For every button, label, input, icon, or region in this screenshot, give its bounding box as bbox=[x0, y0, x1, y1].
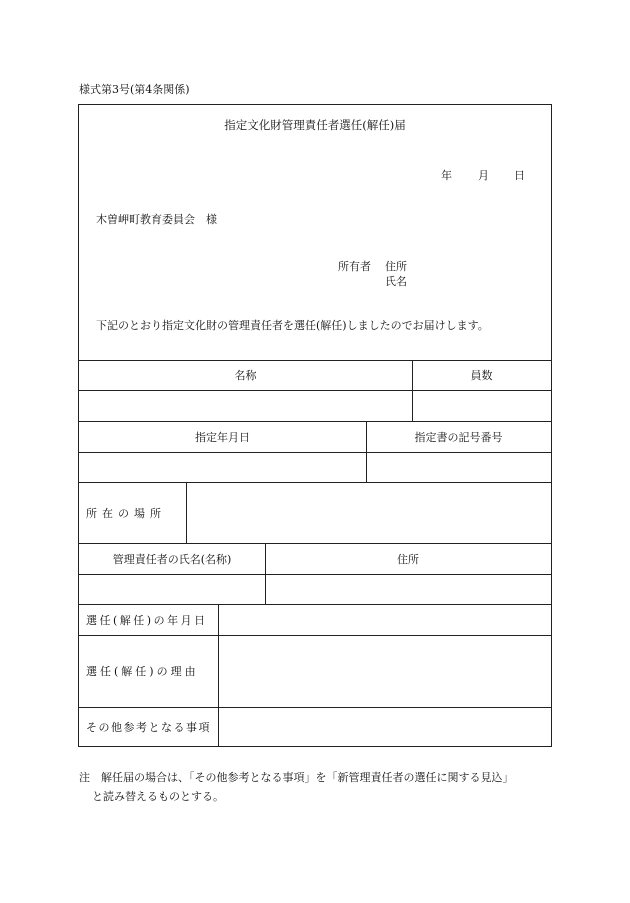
form-title: 指定文化財管理責任者選任(解任)届 bbox=[224, 118, 406, 132]
form-frame bbox=[78, 104, 552, 747]
statement-text: 下記のとおり指定文化財の管理責任者を選任(解任)しましたのでお届けします。 bbox=[96, 319, 489, 332]
designation-date-field[interactable] bbox=[79, 452, 366, 482]
other-matters-field[interactable] bbox=[218, 707, 551, 746]
note-line-2: と読み替えるものとする。 bbox=[92, 790, 224, 803]
manager-address-field[interactable] bbox=[265, 574, 551, 604]
name-header: 名称 bbox=[234, 369, 257, 382]
certificate-number-field[interactable] bbox=[366, 452, 551, 482]
other-matters-label: その他参考となる事項 bbox=[86, 720, 211, 734]
count-value-field[interactable] bbox=[412, 390, 551, 421]
location-label: 所在の場所 bbox=[86, 506, 166, 520]
manager-name-field[interactable] bbox=[79, 574, 265, 604]
manager-address-header: 住所 bbox=[397, 552, 419, 566]
reason-field[interactable] bbox=[218, 635, 551, 707]
name-value-field[interactable] bbox=[79, 390, 412, 421]
date-month-label: 月 bbox=[478, 169, 489, 182]
appointment-date-field[interactable] bbox=[218, 604, 551, 635]
addressee: 木曽岬町教育委員会 様 bbox=[96, 213, 217, 226]
appointment-date-label: 選任(解任)の年月日 bbox=[86, 613, 208, 627]
owner-name-label: 氏名 bbox=[385, 275, 407, 288]
owner-label: 所有者 bbox=[338, 260, 371, 273]
date-day-label: 日 bbox=[514, 169, 525, 182]
count-header: 員数 bbox=[470, 369, 493, 382]
location-field[interactable] bbox=[186, 482, 551, 543]
owner-address-label: 住所 bbox=[385, 260, 407, 273]
manager-name-header: 管理責任者の氏名(名称) bbox=[112, 552, 232, 566]
form-number-label: 様式第3号(第4条関係) bbox=[79, 83, 190, 96]
date-year-label: 年 bbox=[441, 169, 452, 182]
designation-date-header: 指定年月日 bbox=[195, 430, 250, 444]
certificate-number-header: 指定書の記号番号 bbox=[414, 430, 503, 444]
note-line-1: 注 解任届の場合は、「その他参考となる事項」を「新管理責任者の選任に関する見込」 bbox=[79, 771, 514, 784]
reason-label: 選任(解任)の理由 bbox=[86, 665, 199, 678]
